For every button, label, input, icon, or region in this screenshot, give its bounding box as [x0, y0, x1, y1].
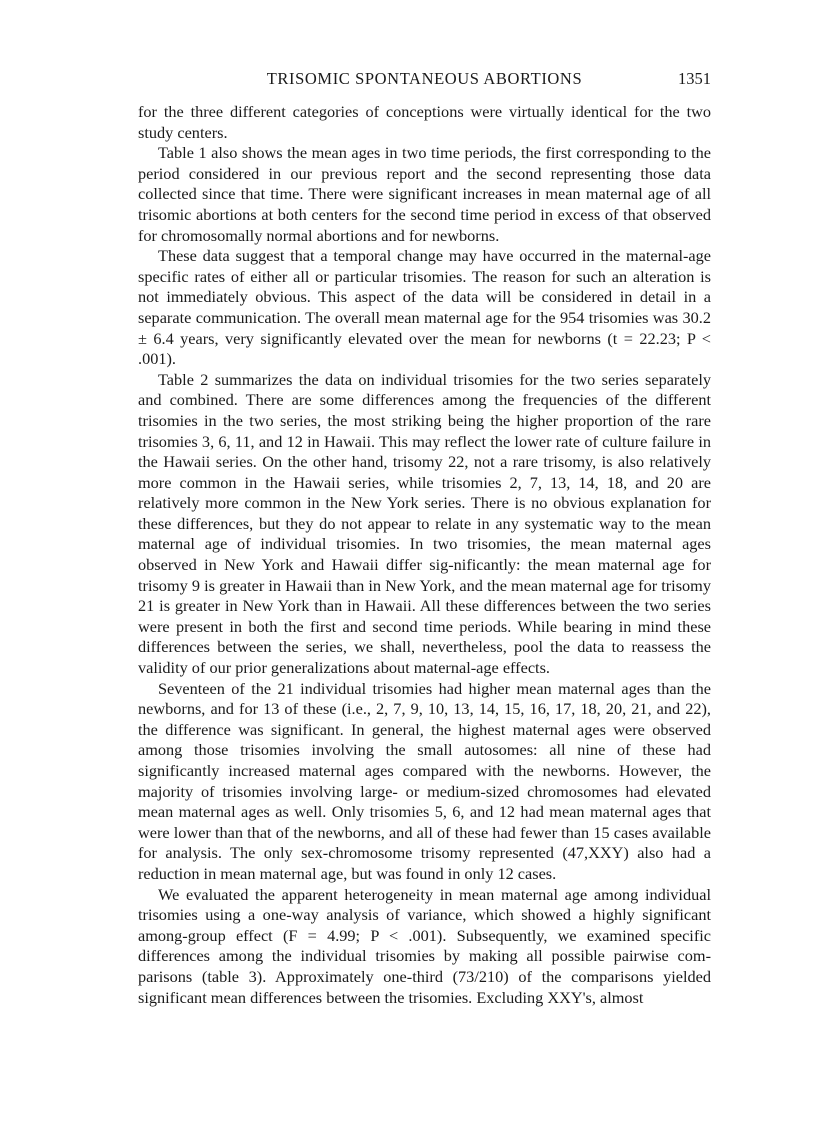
paragraph-temporal-change: These data suggest that a temporal change may have occurred in the maternal-age specific rates of either all or particular trisomies. The reason for such an alteration is not immediately obvious. This aspect of the data will be considered in detail in a separate communication. The overall mean maternal age for the 954 trisomies was 30.2 ± 6.4 years, very significantly elevated over the mean for newborns (t = 22.23; P < .001).	[138, 246, 711, 369]
body-text	[138, 102, 711, 1008]
paragraph-table2-summary: Table 2 summarizes the data on individual trisomies for the two series separately and combined. There are some differences among the frequencies of the different trisomies in the two series, the most striking being the higher proportion of the rare trisomies 3, 6, 11, and 12 in Hawaii. This may reflect the lower rate of culture failure in the Hawaii series. On the other hand, trisomy 22, not a rare trisomy, is also relatively more common in the Hawaii series, while trisomies 2, 7, 13, 14, 18, and 20 are relatively more common in the New York series. There is no obvious explanation for these differences, but they do not appear to relate in any systematic way to the mean maternal age of individual trisomies. In two trisomies, the mean maternal ages observed in New York and Hawaii differ sig-nificantly: the mean maternal age for trisomy 9 is greater in Hawaii than in New York, and the mean maternal age for trisomy 21 is greater in New York than in Hawaii. All these differences between the two series were present in both the first and second time periods. While bearing in mind these differences between the series, we shall, nevertheless, pool the data to reassess the validity of our prior generalizations about maternal-age effects.	[138, 369, 711, 678]
paragraph-table1-time-periods: Table 1 also shows the mean ages in two time periods, the first corresponding to the period considered in our previous report and the second representing those data collected since that time. There were significant increases in mean maternal age of all trisomic abortions at both centers for the second time period in excess of that observed for chromosomally normal abortions and for newborns.	[138, 143, 711, 245]
paragraph-anova: We evaluated the apparent heterogeneity in mean maternal age among individual trisomies using a one-way analysis of variance, which showed a highly significant among-group effect (F = 4.99; P < .001). Subsequently, we examined specific differences among the individual trisomies by making all possible pairwise com-parisons (table 3). Approximately one-third (73/210) of the comparisons yielded significant mean differences between the trisomies. Excluding XXY's, almost	[138, 884, 711, 1007]
running-head	[138, 66, 711, 92]
paragraph-individual-trisomies: Seventeen of the 21 individual trisomies had higher mean maternal ages than the newborns, and for 13 of these (i.e., 2, 7, 9, 10, 13, 14, 15, 16, 17, 18, 20, 21, and 22), the difference was significant. In general, the highest maternal ages were observed among those trisomies involving the small autosomes: all nine of these had significantly increased maternal ages compared with the newborns. However, the majority of trisomies involving large- or medium-sized chromosomes had elevated mean maternal ages as well. Only trisomies 5, 6, and 12 had mean maternal ages that were lower than that of the newborns, and all of these had fewer than 15 cases available for analysis. The only sex-chromosome trisomy represented (47,XXY) also had a reduction in mean maternal age, but was found in only 12 cases.	[138, 678, 711, 883]
running-title: TRISOMIC SPONTANEOUS ABORTIONS	[266, 69, 583, 88]
page-number: 1351	[678, 69, 711, 88]
paragraph-continuation: for the three different categories of conceptions were virtually identical for the two study centers.	[138, 102, 711, 142]
